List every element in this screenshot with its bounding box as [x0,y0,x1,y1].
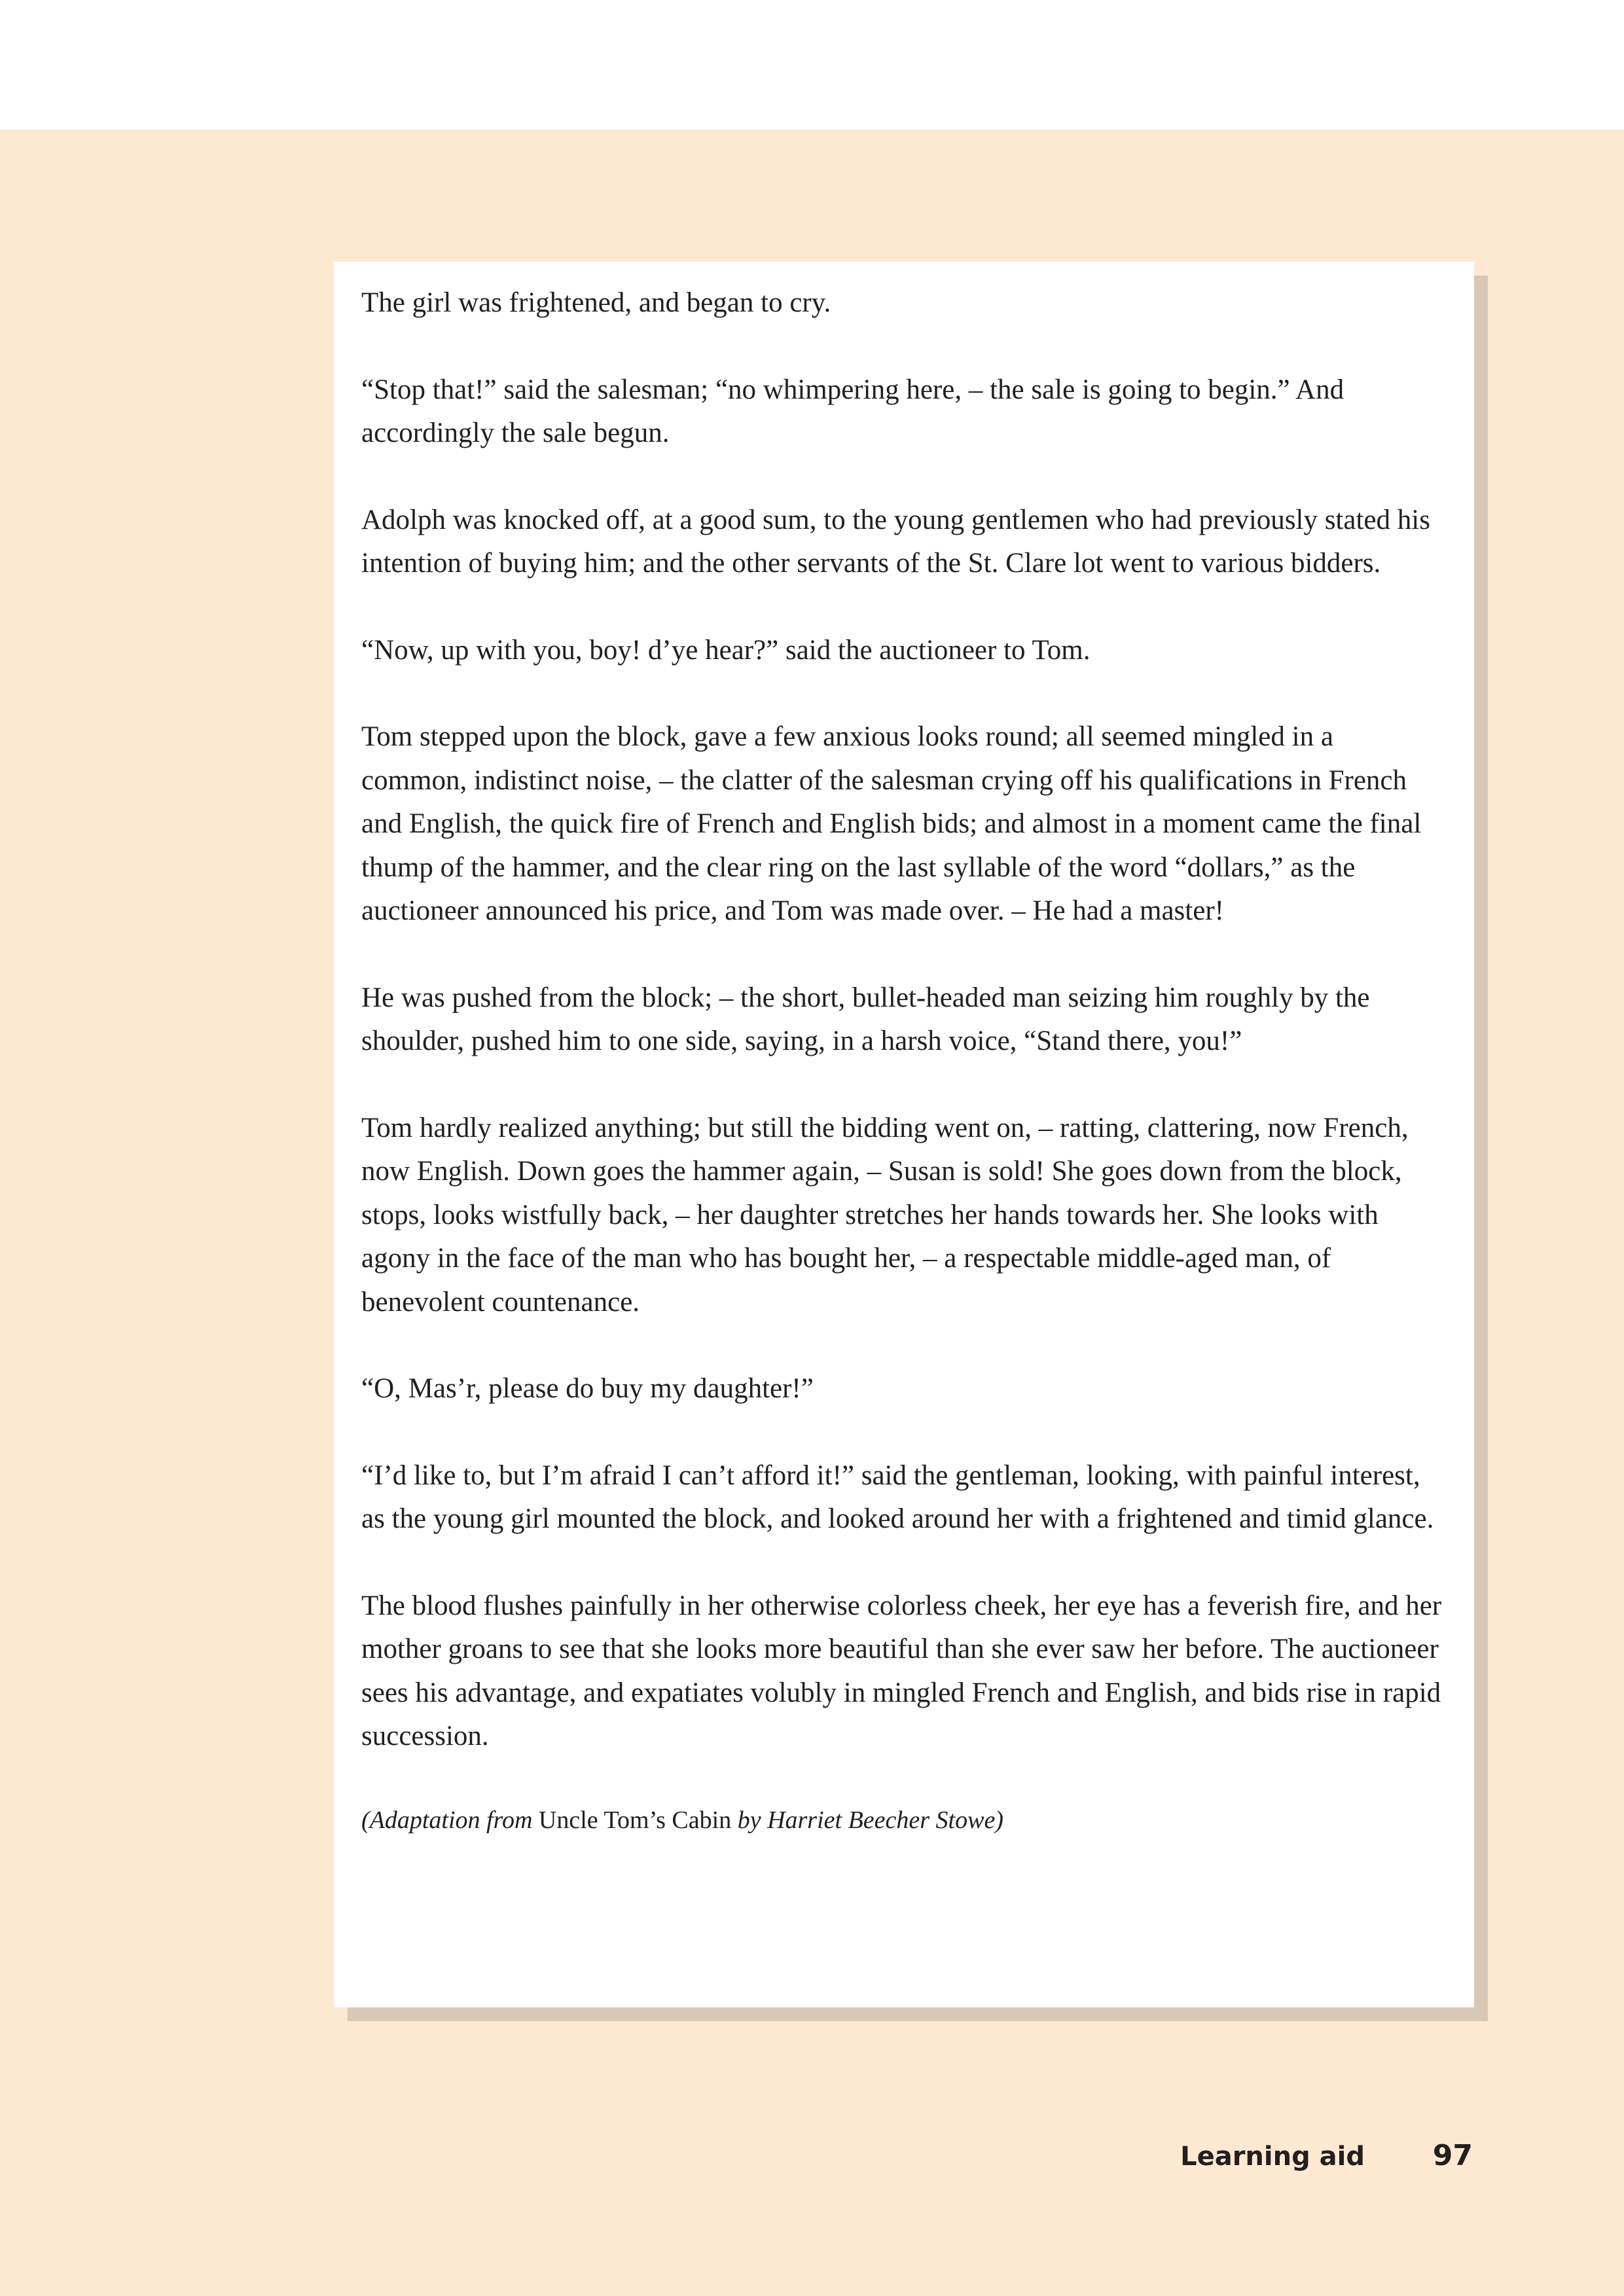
citation-book-title: Uncle Tom’s Cabin [538,1806,732,1834]
footer-section-label: Learning aid [1180,2142,1365,2172]
passage-paragraph-9: “I’d like to, but I’m afraid I can’t afford it!” said the gentleman, looking, with painful interest, as the young girl mounted the block, and looked around her with a frightened and timid glance. [361,1460,1434,1534]
passage-paragraph-3: Adolph was knocked off, at a good sum, to the young gentlemen who had previously stated his intention of buying him; and the other servants of the St. Clare lot went to various bidders. [361,504,1430,579]
passage-paragraph-10: The blood flushes painfully in her otherwise colorless cheek, her eye has a feverish fire, and her mother groans to see that she looks more beautiful than she ever saw her before. The auctioneer sees his advantage, and expatiates volubly in mingled French and English, and bids rise in rapid succession. [361,1590,1442,1751]
passage-paragraph-6: He was pushed from the block; – the short, bullet-headed man seizing him roughly by the shoulder, pushed him to one side, saying, in a harsh voice, “Stand there, you!” [361,982,1370,1056]
passage-paragraph-1: The girl was frightened, and began to cry. [361,287,831,318]
top-margin [0,0,1624,130]
page-number: 97 [1432,2139,1473,2172]
passage-card [334,262,1474,2007]
passage-paragraph-2: “Stop that!” said the salesman; “no whimpering here, – the sale is going to begin.” And accordingly the sale begun. [361,374,1344,448]
passage-paragraph-4: “Now, up with you, boy! d’ye hear?” said the auctioneer to Tom. [361,634,1091,666]
source-citation [361,1802,1444,1839]
passage-paragraph-5: Tom stepped upon the block, gave a few anxious looks round; all seemed mingled in a common, indistinct noise, – the clatter of the salesman crying off his qualifications in French and English, the quick fire of French and English bids; and almost in a moment came the final thump of the hammer, and the clear ring on the last syllable of the word “dollars,” as the auctioneer announced his price, and Tom was made over. – He had a master! [361,721,1422,926]
citation-author: by Harriet Beecher Stowe) [737,1806,1003,1834]
citation-prefix: (Adaptation from [361,1806,533,1834]
passage-paragraph-7: Tom hardly realized anything; but still the bidding went on, – ratting, clattering, now French, now English. Down goes the hammer again, – Susan is sold! She goes down from the block, stops, looks wistfully back, – her daughter stretches her hands towards her. She looks with agony in the face of the man who has bought her, – a respectable middle-aged man, of benevolent countenance. [361,1112,1409,1318]
passage-paragraph-8: “O, Mas’r, please do buy my daughter!” [361,1373,814,1404]
